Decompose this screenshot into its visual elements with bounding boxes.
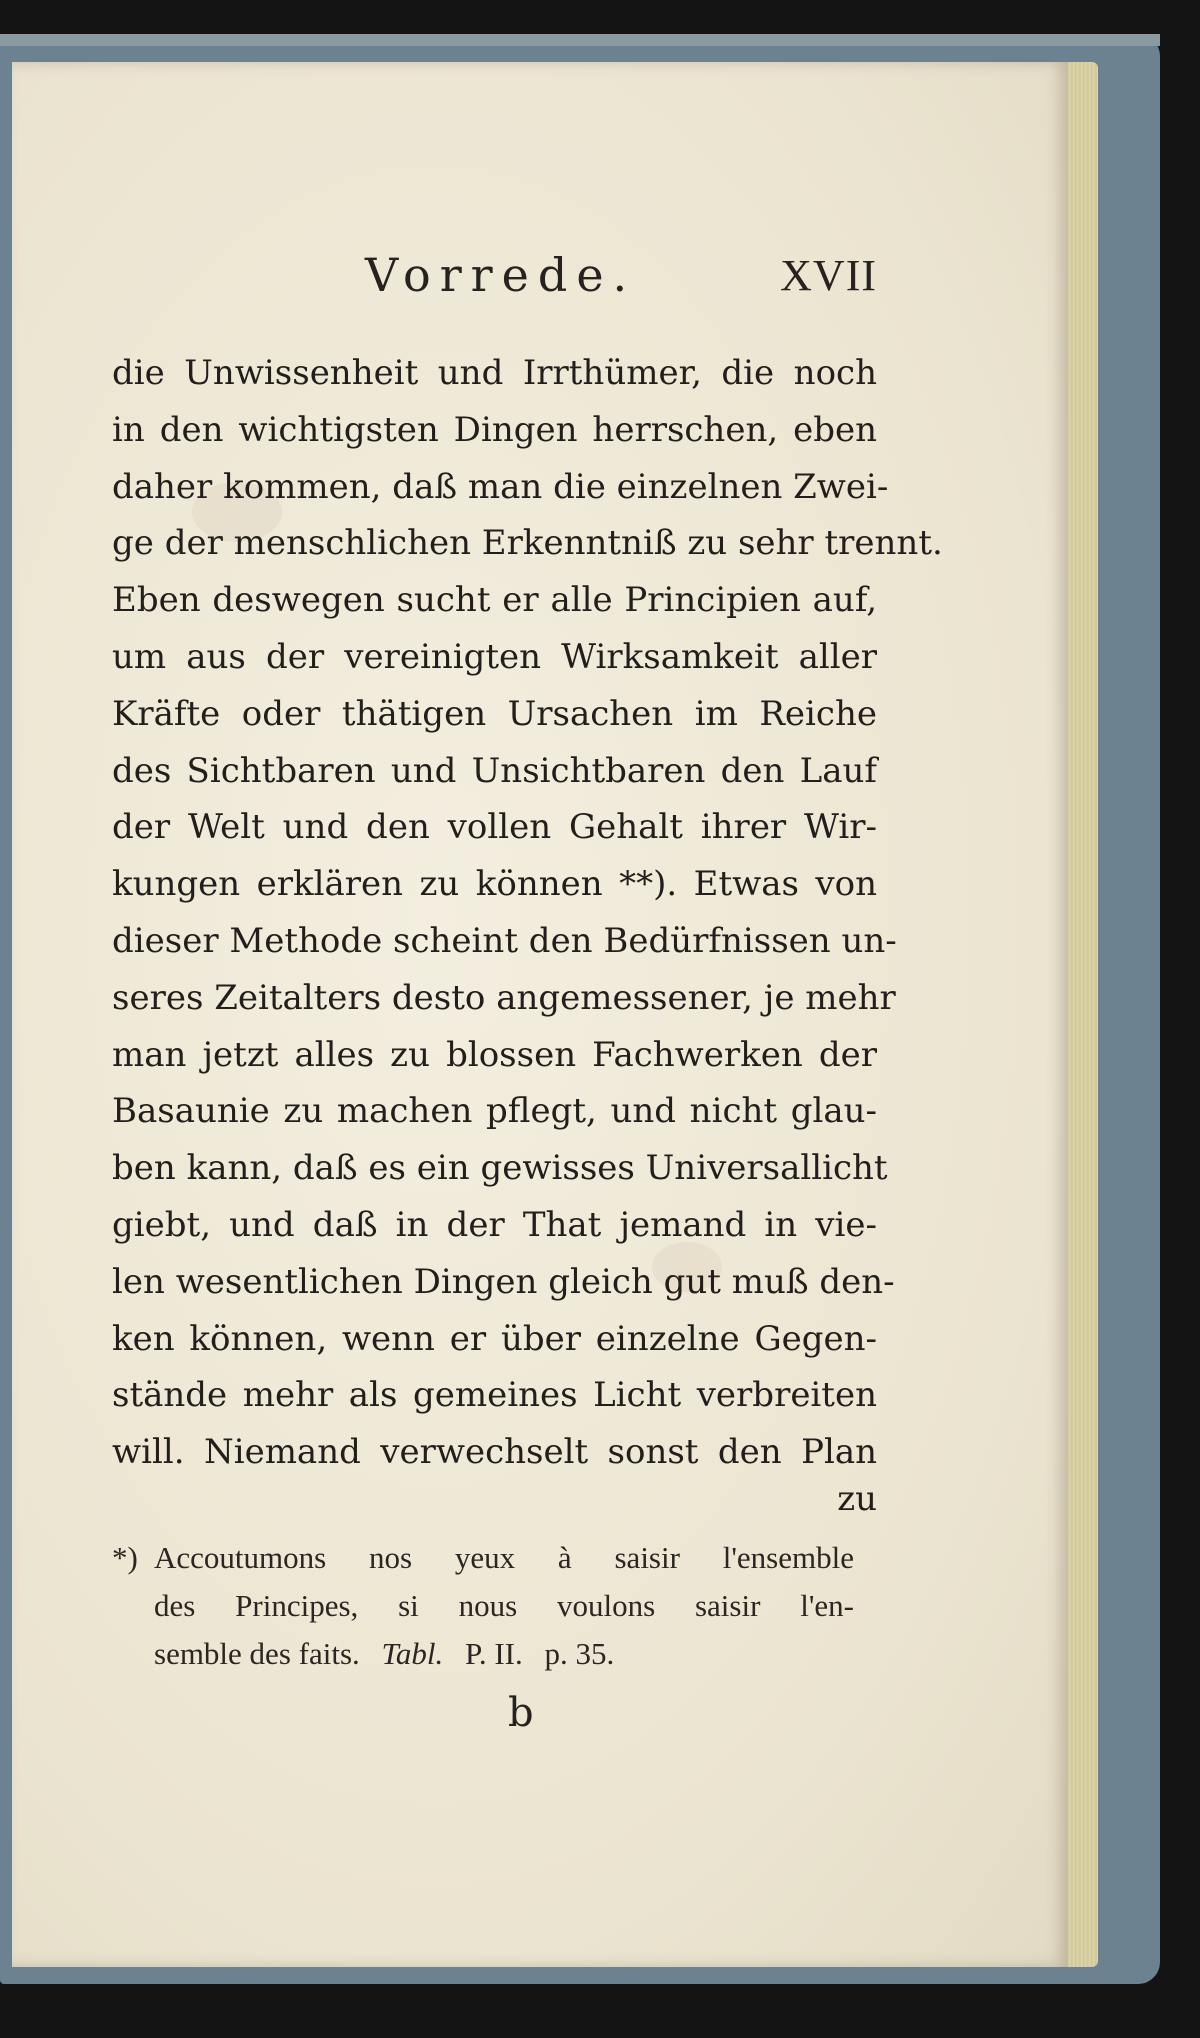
text-line: dieser Methode scheint den Bedürfnissen un- (112, 920, 897, 961)
footnote-text: semble des faits. (154, 1636, 360, 1671)
body-text (112, 345, 943, 1519)
text-line: seres Zeitalters desto angemessener, je mehr (112, 977, 896, 1018)
footnote-page: p. 35. (544, 1636, 615, 1671)
text-line: kungen erklären zu können **). Etwas von (112, 864, 877, 905)
page-number: XVII (780, 251, 877, 300)
signature-mark: b (508, 1690, 534, 1736)
text-line: ken können, wenn er über einzelne Gegen- (112, 1318, 877, 1359)
text-line: Eben deswegen sucht er alle Principien auf, (112, 580, 877, 621)
footnote-part: P. II. (465, 1636, 523, 1671)
running-head: Vorrede. (365, 248, 637, 302)
page-header (365, 248, 877, 312)
text-line: um aus der vereinigten Wirksamkeit aller (112, 636, 877, 677)
footnote-line (154, 1630, 854, 1678)
footnote-line: Accoutumons nos yeux à saisir l'ensemble (154, 1540, 854, 1575)
footnote-marker: *) (112, 1540, 138, 1575)
text-line: Kräfte oder thätigen Ursachen im Reiche (112, 693, 877, 734)
footnote (112, 1534, 854, 1678)
text-line: die Unwissenheit und Irrthümer, die noch (112, 353, 877, 393)
text-line: daher kommen, daß man die einzelnen Zwei- (112, 466, 889, 507)
text-line: des Sichtbaren und Unsichtbaren den Lauf (112, 750, 877, 791)
footnote-line: des Principes, si nous voulons saisir l'en- (154, 1588, 854, 1623)
text-line: stände mehr als gemeines Licht verbreiten (112, 1375, 877, 1416)
text-line: ge der menschlichen Erkenntniß zu sehr trennt. (112, 523, 943, 564)
text-line: Basaunie zu machen pflegt, und nicht glau- (112, 1091, 877, 1132)
text-line: will. Niemand verwechselt sonst den Plan (112, 1432, 877, 1473)
text-line: giebt, und daß in der That jemand in vie- (112, 1204, 877, 1245)
text-line: len wesentlichen Dingen gleich gut muß den- (112, 1261, 895, 1302)
text-line: man jetzt alles zu blossen Fachwerken der (112, 1034, 877, 1075)
catchword: zu (837, 1479, 877, 1519)
text-line: ben kann, daß es ein gewisses Universallicht (112, 1148, 888, 1189)
text-line: der Welt und den vollen Gehalt ihrer Wir- (112, 807, 877, 848)
text-line: in den wichtigsten Dingen herrschen, eben (112, 409, 877, 450)
cover-top-edge (0, 34, 1160, 46)
footnote-reference: Tabl. (381, 1636, 444, 1671)
